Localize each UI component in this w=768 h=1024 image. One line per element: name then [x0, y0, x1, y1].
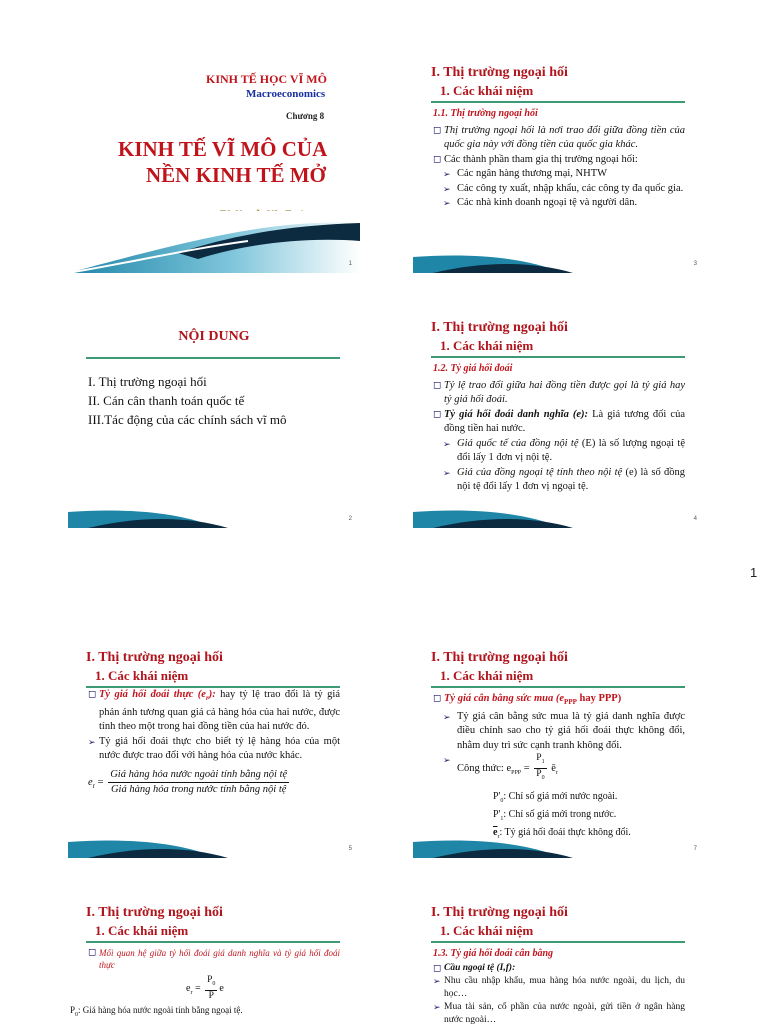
chapter-title-line-1: KINH TẾ VĨ MÔ CỦA — [118, 137, 328, 161]
sub-bullet-item: ➢ Công thức: $e_{PPP}$ = $\frac{P_1}{P_0}$ $ē_r$ — [433, 753, 685, 784]
header-rule — [86, 941, 340, 943]
square-bullet-icon: ◻ — [433, 153, 442, 165]
sub-bullet-item: ➢ Tỷ giá cân bằng sức mua là tỷ giá danh nghĩa được điều chỉnh sao cho tỷ giá hối đoái thực không đổi, nhằm duy trì sức cạnh tranh không đổi. — [443, 710, 685, 751]
slide-subtitle: 1. Các khái niệm — [440, 668, 534, 683]
sub-bullet-item: ➢ Nhu cầu nhập khẩu, mua hàng hóa nước ngoài, du lịch, du học… — [433, 976, 685, 999]
bullet-item: ◻ Các thành phần tham gia thị trường ngoại hối: — [433, 153, 685, 168]
chevron-bullet-icon: ➢ — [443, 711, 451, 722]
chapter-title-line-2: NỀN KINH TẾ MỞ — [146, 163, 326, 187]
slide-number: 3 — [693, 261, 697, 267]
chevron-bullet-icon: ➢ — [443, 755, 451, 766]
definition-item: $P_0$: Giá hàng hóa nước ngoài tính bằng ngoại tệ. — [70, 1004, 243, 1018]
slide-title: NỘI DUNG — [178, 329, 250, 344]
slide-title: I. Thị trường ngoại hối — [431, 905, 568, 920]
sub-bullet-item: ➢ Các ngân hàng thương mại, NHTW — [433, 167, 685, 182]
slide-body — [433, 947, 685, 1024]
sub-bullet-item: ➢ Giá quốc tế của đồng nội tệ (E) là số lượng ngoại tệ đổi lấy 1 đơn vị nội tệ. — [443, 437, 685, 463]
slide-number: 7 — [693, 846, 697, 852]
slide-3 — [413, 55, 705, 273]
bullet-item: ◻ Mối quan hệ giữa tỷ hối đoái giá danh nghĩa và tỷ giá hối đoái thực — [88, 947, 340, 970]
real-exchange-rate-formula: $e_r$ = $\frac{\text{Giá hàng hóa nước ngoài tính bằng nội tệ}}{\text{Giá hàng hóa trong nước tính bằng nội tệ}}$ — [88, 768, 288, 795]
slide-subtitle: 1. Các khái niệm — [95, 668, 189, 683]
slide-body — [433, 362, 685, 495]
bullet-item: ◻ Tỷ giá hối đoái danh nghĩa (e): Là giá tương đối của đồng tiền hai nước. — [433, 408, 685, 434]
bullet-item: ◻ Tỷ lệ trao đổi giữa hai đồng tiền được gọi là tỷ giá hay tỷ giá hối đoái. — [433, 379, 685, 405]
slide-body — [88, 688, 340, 797]
section-heading: 1.1. Thị trường ngoại hối — [433, 108, 538, 119]
chevron-bullet-icon: ➢ — [443, 183, 451, 194]
slide-subtitle: 1. Các khái niệm — [95, 923, 189, 938]
slide-5 — [68, 640, 360, 858]
slide-1 — [68, 55, 360, 273]
contents-item: II. Cán cân thanh toán quốc tế — [88, 393, 245, 408]
slide-6 — [68, 895, 360, 1024]
bullet-item: ◻ Cầu ngoại tệ (I,f): — [433, 963, 516, 974]
definition-item: $\overline{e}_r$: Tỷ giá hối đoái thực không đổi. — [493, 826, 631, 840]
slide-number: 2 — [348, 516, 352, 522]
sub-bullet-item: ➢ Tỷ giá hối đoái thực cho biết tỷ lệ hàng hóa của một nước được trao đổi với hàng hóa của nước khác. — [88, 735, 340, 762]
chevron-bullet-icon: ➢ — [433, 976, 441, 986]
header-rule — [431, 356, 685, 358]
chevron-bullet-icon: ➢ — [433, 1002, 441, 1012]
bullet-item: ◻ Thị trường ngoại hối là nơi trao đổi giữa đồng tiền của quốc gia này với đồng tiền của quốc gia khác. — [433, 124, 685, 150]
section-heading: 1.2. Tỷ giá hối đoái — [433, 363, 513, 374]
formula-fraction: $\frac{P_0}{P}$ — [207, 975, 216, 1001]
slide-2 — [68, 310, 360, 528]
footer-swoosh-graphic — [413, 251, 705, 273]
course-subtitle: Macroeconomics — [246, 88, 326, 100]
slide-body — [433, 692, 685, 844]
chevron-bullet-icon: ➢ — [443, 169, 451, 179]
slide-subtitle: 1. Các khái niệm — [440, 338, 534, 353]
slide-body — [70, 947, 340, 1021]
nominal-real-formula: $e_r$ = $\frac{P_0}{P}$ e — [186, 975, 224, 1001]
sub-bullet-item: ➢ Các công ty xuất, nhập khẩu, các công ty đa quốc gia. — [433, 182, 685, 197]
chevron-bullet-icon: ➢ — [88, 736, 96, 747]
square-bullet-icon: ◻ — [433, 408, 442, 420]
document-page-number: 1 — [750, 565, 758, 580]
header-rule — [431, 101, 685, 103]
slide-number: 4 — [693, 516, 697, 522]
chevron-bullet-icon: ➢ — [443, 467, 451, 478]
contents-list — [88, 372, 287, 429]
sub-bullet-item: ➢ Mua tài sản, cổ phần của nước ngoài, gửi tiền ở ngân hàng nước ngoài… — [433, 1002, 685, 1024]
slide-4 — [413, 310, 705, 528]
slide-subtitle: 1. Các khái niệm — [440, 923, 534, 938]
chevron-bullet-icon: ➢ — [443, 198, 451, 208]
square-bullet-icon: ◻ — [88, 689, 97, 700]
square-bullet-icon: ◻ — [433, 693, 442, 704]
footer-swoosh-graphic — [413, 836, 705, 858]
header-rule — [86, 357, 340, 359]
bullet-item: ◻ Tỷ giá cân bằng sức mua ($e_{PPP}$ hay PPP) — [433, 693, 622, 707]
footer-swoosh-graphic — [68, 836, 360, 858]
header-rule — [431, 941, 685, 943]
square-bullet-icon: ◻ — [433, 963, 442, 974]
contents-item: III.Tác động của các chính sách vĩ mô — [88, 412, 287, 427]
sub-bullet-item: ➢ Các nhà kinh doanh ngoại tệ và người dân. — [433, 196, 685, 211]
slide-subtitle: 1. Các khái niệm — [440, 83, 534, 98]
footer-swoosh-graphic — [413, 506, 705, 528]
slide-number: 1 — [348, 261, 352, 267]
square-bullet-icon: ◻ — [433, 124, 442, 136]
ppp-formula-fraction: $\frac{P_1}{P_0}$ — [536, 753, 545, 781]
slide-number: 5 — [348, 846, 352, 852]
section-heading: 1.3. Tỷ giá hối đoái cân bằng — [433, 948, 554, 959]
formula-fraction: $\frac{\text{Giá hàng hóa nước ngoài tính bằng nội tệ}}{\text{Giá hàng hóa trong nước tính bằng nội tệ}}$ — [110, 768, 288, 795]
bullet-item: ◻ Tỷ giá hối đoái thực $(e_r)$: hay tỷ lệ trao đổi là tỷ giá phản ánh tương quan giá cả hàng hóa của hai nước, được tính theo một trong hai đồng tiền của hai nước đó. — [88, 689, 340, 733]
square-bullet-icon: ◻ — [433, 379, 442, 391]
slide-8 — [413, 895, 705, 1024]
slide-body — [433, 107, 685, 211]
slide-7 — [413, 640, 705, 858]
definition-item: $P'_1$: Chỉ số giá mới trong nước. — [493, 808, 617, 822]
square-bullet-icon: ◻ — [88, 947, 97, 958]
slide-title: I. Thị trường ngoại hối — [86, 650, 223, 665]
slide-title: I. Thị trường ngoại hối — [431, 320, 568, 335]
slide-title: I. Thị trường ngoại hối — [431, 650, 568, 665]
slide-title: I. Thị trường ngoại hối — [431, 65, 568, 80]
definition-item: $P'_0$: Chỉ số giá mới nước ngoài. — [493, 790, 618, 804]
header-rule — [431, 686, 685, 688]
contents-item: I. Thị trường ngoại hối — [88, 374, 207, 389]
chapter-label: Chương 8 — [286, 111, 325, 121]
sub-bullet-item: ➢ Giá của đồng ngoại tệ tính theo nội tệ (e) là số đồng nội tệ đổi lấy 1 đơn vị ngoại tệ. — [443, 466, 685, 492]
title-swoosh-graphic — [68, 211, 360, 273]
course-title: KINH TẾ HỌC VĨ MÔ — [206, 72, 327, 86]
footer-swoosh-graphic — [68, 506, 360, 528]
chevron-bullet-icon: ➢ — [443, 438, 451, 449]
slide-title: I. Thị trường ngoại hối — [86, 905, 223, 920]
